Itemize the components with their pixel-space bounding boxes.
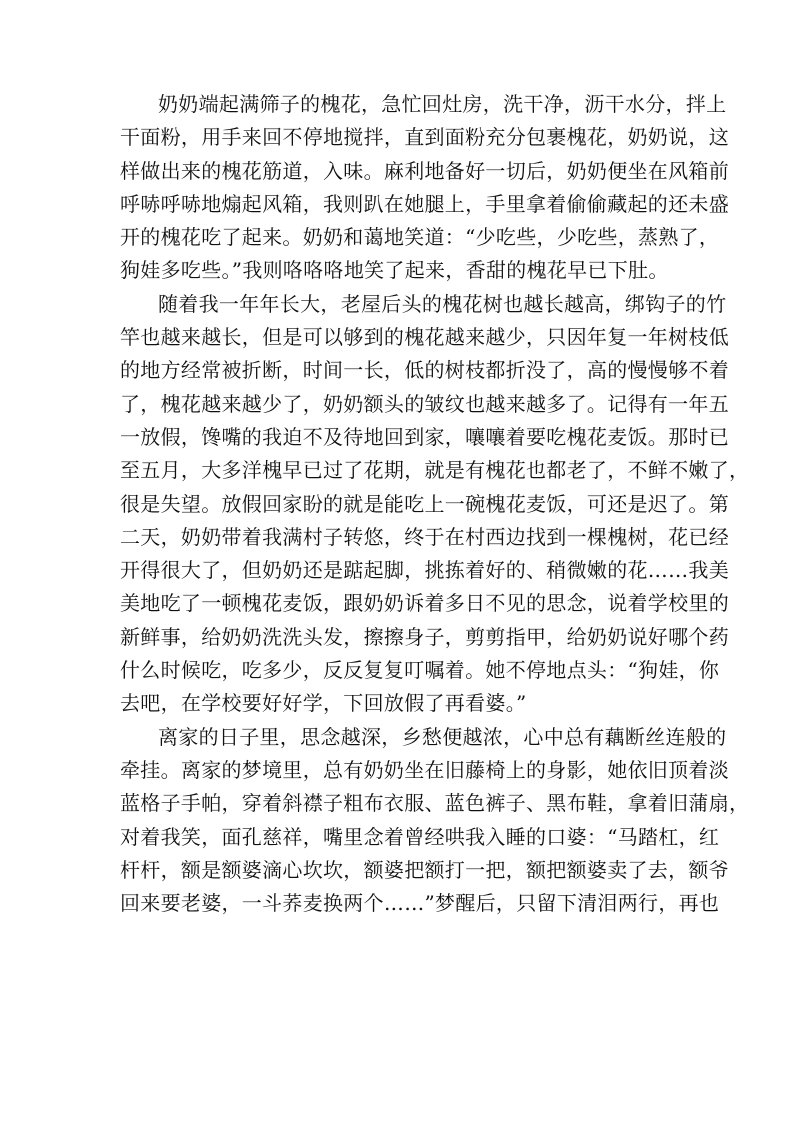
text-line: 狗娃多吃些。”我则咯咯咯地笑了起来，香甜的槐花早已下肚。 bbox=[120, 258, 669, 283]
text-line: 一放假，馋嘴的我迫不及待地回到家，嚷嚷着要吃槐花麦饭。那时已 bbox=[120, 424, 729, 449]
body-text bbox=[120, 88, 750, 920]
text-line: 回来要老婆，一斗荞麦换两个……”梦醒后，只留下清泪两行，再也 bbox=[120, 891, 720, 916]
text-line: 二天，奶奶带着我满村子转悠，终于在村西边找到一棵槐树，花已经 bbox=[120, 524, 729, 549]
text-line: 开的槐花吃了起来。奶奶和蔼地笑道：“少吃些，少吃些，蒸熟了， bbox=[120, 225, 720, 250]
text-line: 对着我笑，面孔慈祥，嘴里念着曾经哄我入睡的口婆：“马踏杠，红 bbox=[120, 824, 720, 849]
text-line: 的地方经常被折断，时间一长，低的树枝都折没了，高的慢慢够不着 bbox=[120, 358, 729, 383]
text-line: 开得很大了，但奶奶还是踮起脚，挑拣着好的、稍微嫩的花……我美 bbox=[120, 558, 729, 583]
text-line: 蓝格子手帕，穿着斜襟子粗布衣服、蓝色裤子、黑布鞋，拿着旧蒲扇， bbox=[120, 791, 750, 816]
text-line: 至五月，大多洋槐早已过了花期，就是有槐花也都老了，不鲜不嫩了， bbox=[120, 458, 750, 483]
text-line: 随着我一年年长大，老屋后头的槐花树也越长越高，绑钩子的竹 bbox=[158, 291, 727, 316]
text-line: 奶奶端起满筛子的槐花，急忙回灶房，洗干净，沥干水分，拌上 bbox=[158, 92, 727, 116]
text-line: 什么时候吃，吃多少，反反复复叮嘱着。她不停地点头：“狗娃，你 bbox=[120, 658, 720, 683]
text-line: 牵挂。离家的梦境里，总有奶奶坐在旧藤椅上的身影，她依旧顶着淡 bbox=[120, 757, 729, 782]
text-line: 呼哧呼哧地煽起风箱，我则趴在她腿上，手里拿着偷偷藏起的还未盛 bbox=[120, 191, 729, 216]
text-line: 干面粉，用手来回不停地搅拌，直到面粉充分包裹槐花，奶奶说，这 bbox=[120, 125, 729, 150]
text-line: 竿也越来越长，但是可以够到的槐花越来越少，只因年复一年树枝低 bbox=[120, 325, 729, 350]
text-line: 了，槐花越来越少了，奶奶额头的皱纹也越来越多了。记得有一年五 bbox=[120, 391, 729, 416]
text-line: 新鲜事，给奶奶洗洗头发，擦擦身子，剪剪指甲，给奶奶说好哪个药 bbox=[120, 624, 729, 649]
text-line: 离家的日子里，思念越深，乡愁便越浓，心中总有藕断丝连般的 bbox=[158, 724, 727, 749]
text-line: 杆杆，额是额婆滴心坎坎，额婆把额打一把，额把额婆卖了去，额爷 bbox=[120, 857, 729, 882]
text-line: 样做出来的槐花筋道，入味。麻利地备好一切后，奶奶便坐在风箱前 bbox=[120, 158, 729, 183]
text-line: 美地吃了一顿槐花麦饭，跟奶奶诉着多日不见的思念，说着学校里的 bbox=[120, 591, 729, 616]
text-line: 去吧，在学校要好好学，下回放假了再看婆。” bbox=[120, 691, 527, 716]
text-line: 很是失望。放假回家盼的就是能吃上一碗槐花麦饭，可还是迟了。第 bbox=[120, 491, 729, 516]
